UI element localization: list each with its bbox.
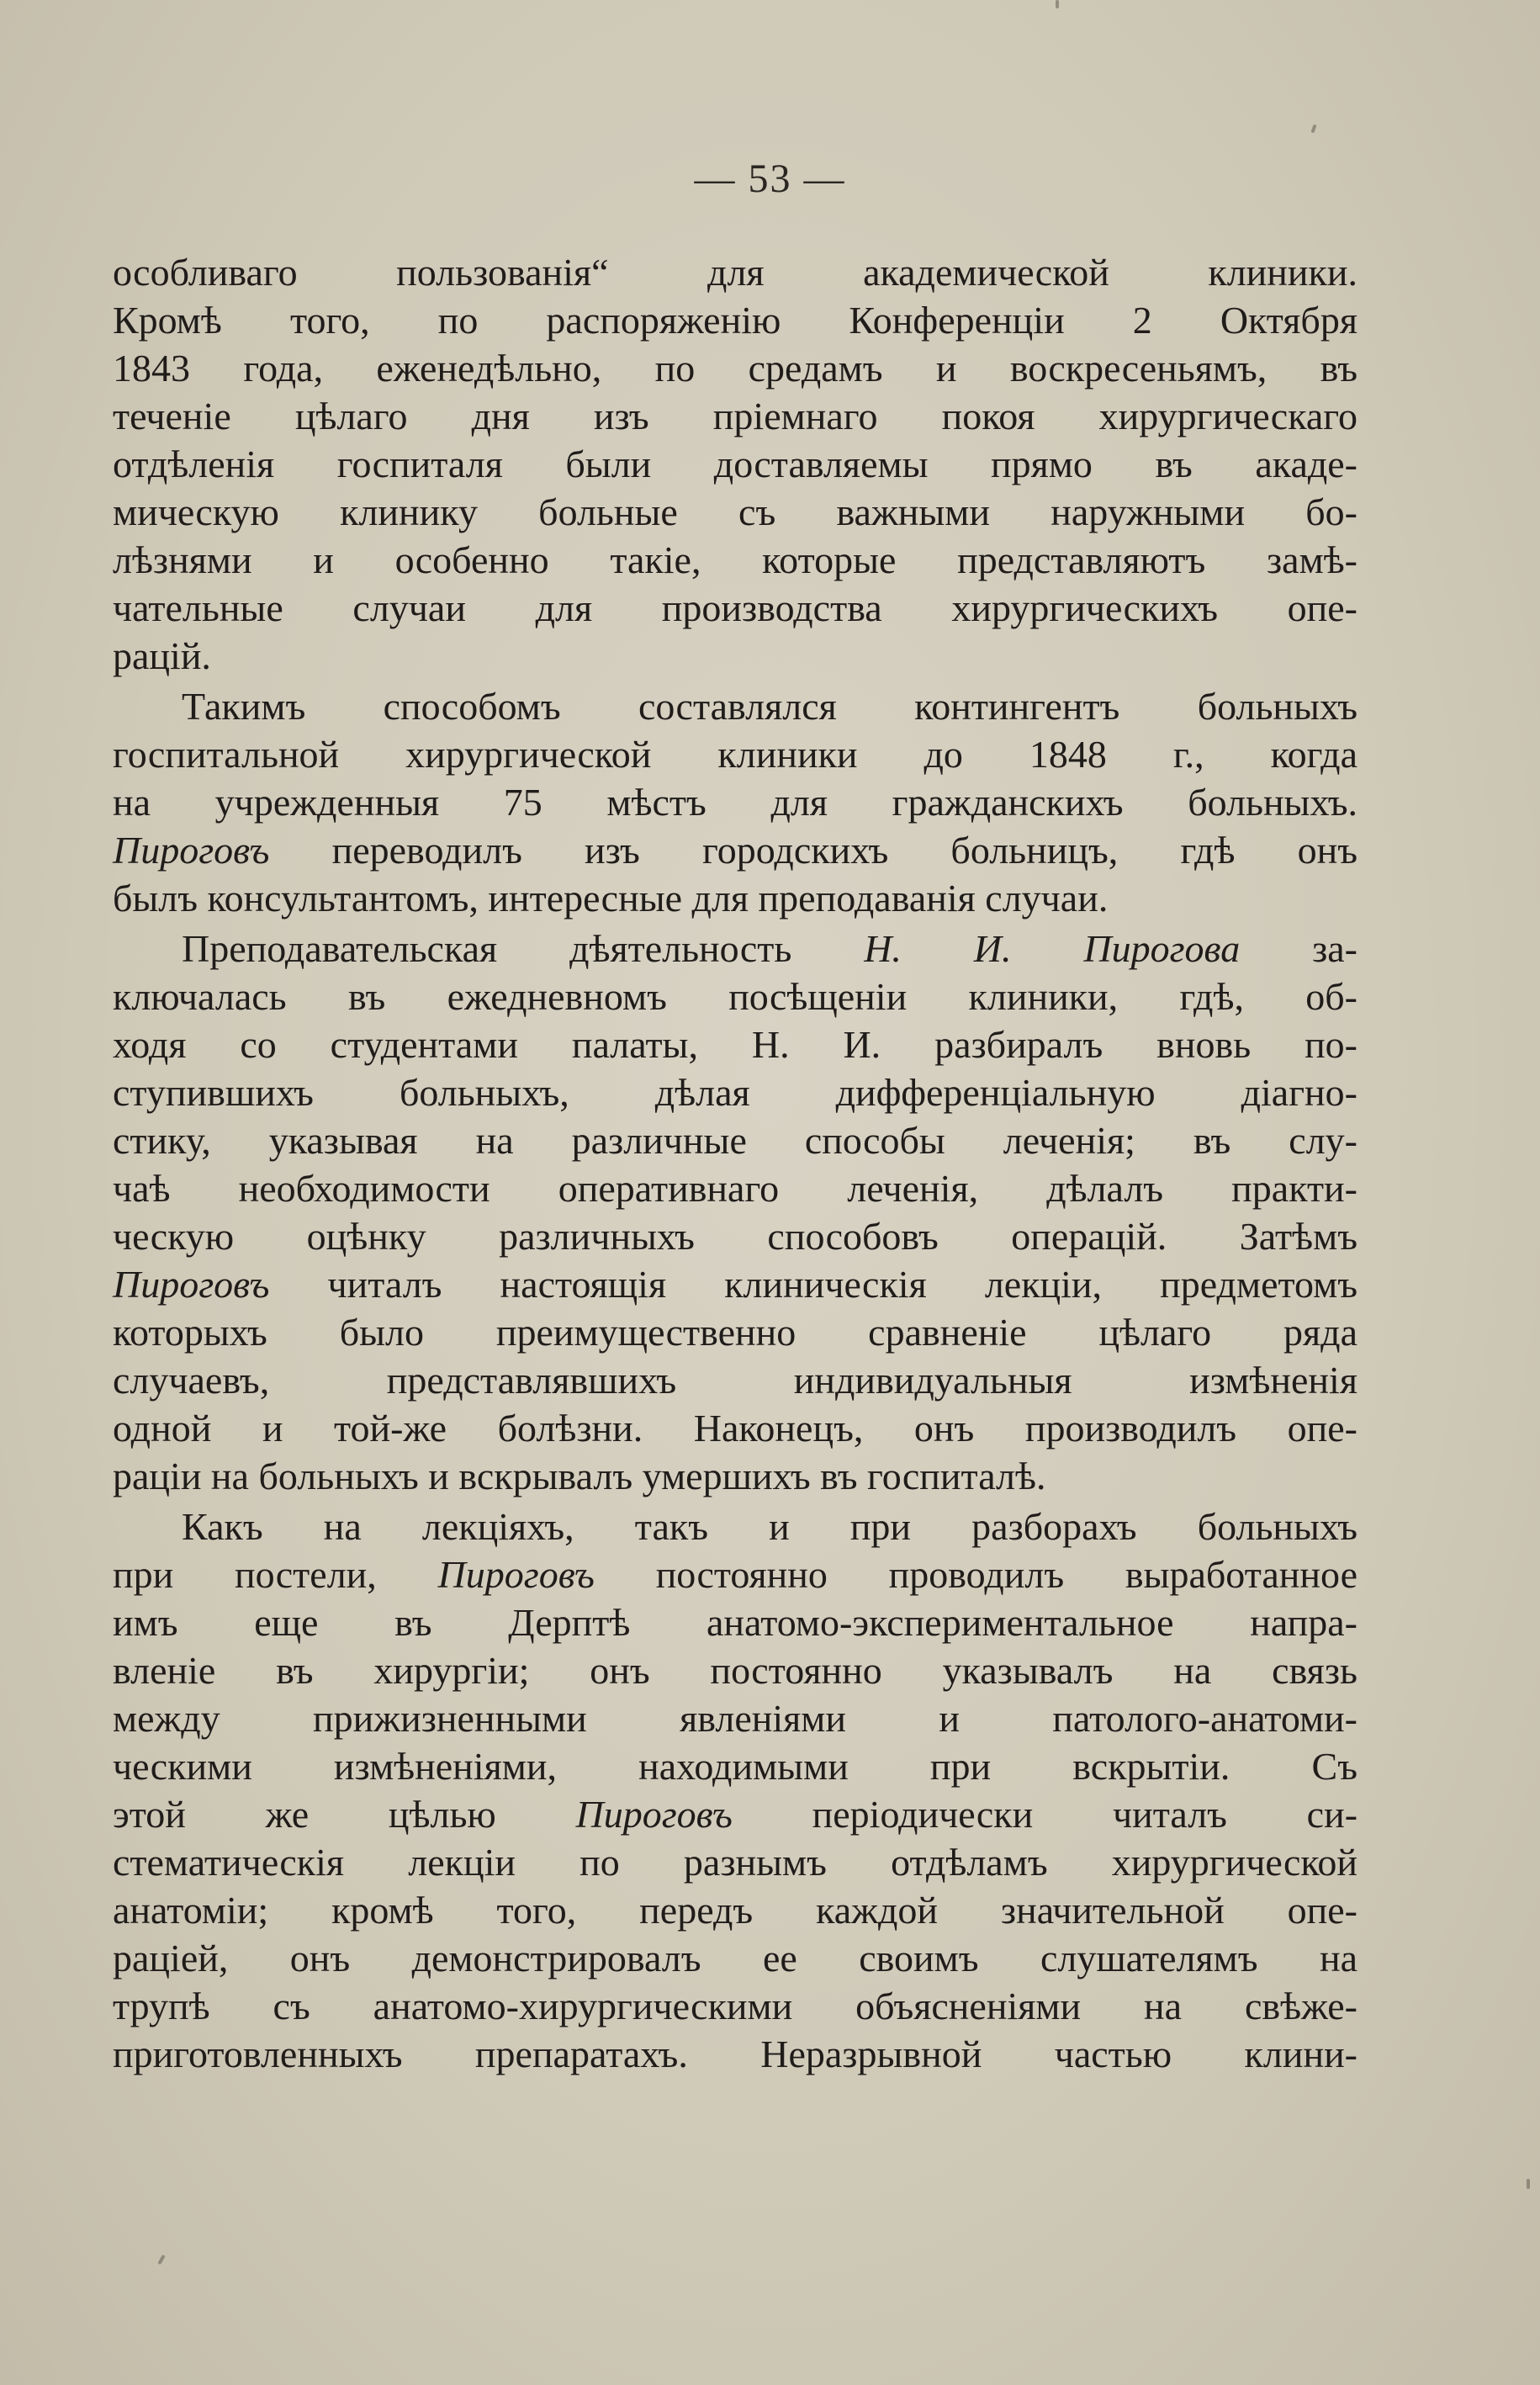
text-line: Преподавательская дѣятельность Н. И. Пирогова за- [182,927,1357,970]
text-line: между прижизненными явленіями и патолого-анатоми- [113,1697,1357,1740]
text-line: трупѣ съ анатомо-хирургическими объясненіями на свѣже- [113,1985,1357,2027]
text-line: раціи на больныхъ и вскрывалъ умершихъ въ госпиталѣ. [113,1455,1046,1497]
paper-speck [1310,125,1316,134]
text-line: 1843 года, еженедѣльно, по средамъ и воскресеньямъ, въ [113,347,1357,390]
text-line: Пироговъ переводилъ изъ городскихъ больницъ, гдѣ онъ [113,829,1357,872]
text-line: ключалась въ ежедневномъ посѣщеніи клиники, гдѣ, об- [113,975,1357,1018]
text-line: стику, указывая на различные способы леченія; въ слу- [113,1119,1357,1162]
text-line: чательные случаи для производства хирургическихъ опе- [113,586,1357,629]
paper-speck [157,2255,165,2265]
text-line: отдѣленія госпиталя были доставляемы прямо въ акаде- [113,443,1357,485]
text-line: Такимъ способомъ составлялся контингентъ больныхъ [182,685,1357,728]
text-line: анатоміи; кромѣ того, передъ каждой значительной опе- [113,1889,1357,1932]
text-line: госпитальной хирургической клиники до 1848 г., когда [113,733,1357,776]
text-line: которыхъ было преимущественно сравненіе цѣлаго ряда [113,1311,1357,1354]
text-line: этой же цѣлью Пироговъ періодически читалъ си- [113,1793,1358,1836]
text-line: ческую оцѣнку различныхъ способовъ операцій. Затѣмъ [113,1215,1357,1258]
text-line: имъ еще въ Дерптѣ анатомо-экспериментальное напра- [113,1601,1357,1644]
italic-name: Пироговъ [113,1263,270,1306]
text-line: особливаго пользованія“ для академической клиники. [113,251,1357,294]
page-number: — 53 — [694,156,846,201]
text-line: чаѣ необходимости оперативнаго леченія, дѣлалъ практи- [113,1167,1357,1210]
text-line: приготовленныхъ препаратахъ. Неразрывной частью клини- [113,2033,1357,2075]
italic-name: Пироговъ [437,1553,595,1596]
text-line: на учрежденныя 75 мѣстъ для гражданскихъ больныхъ. [113,781,1357,824]
text-line: вленіе въ хирургіи; онъ постоянно указывалъ на связь [113,1649,1357,1692]
text-line: Кромѣ того, по распоряженію Конференціи 2 Октября [113,299,1357,342]
text-line: рацій. [113,634,211,677]
italic-name: Пироговъ [113,829,270,872]
text-line: стематическія лекціи по разнымъ отдѣламъ хирургической [113,1841,1357,1884]
text-line: ческими измѣненіями, находимыми при вскрытіи. Съ [113,1745,1357,1788]
text-line: случаевъ, представлявшихъ индивидуальныя измѣненія [113,1359,1357,1402]
italic-name: Пироговъ [575,1793,733,1836]
text-line: ходя со студентами палаты, Н. И. разбиралъ вновь по- [113,1023,1357,1066]
text-line: ступившихъ больныхъ, дѣлая дифференціальную діагно- [113,1071,1357,1114]
text-line: раціей, онъ демонстрировалъ ее своимъ слушателямъ на [113,1937,1357,1980]
italic-name: Н. И. Пирогова [864,927,1241,970]
paper-speck [1527,2179,1530,2189]
text-line: одной и той-же болѣзни. Наконецъ, онъ производилъ опе- [113,1407,1357,1450]
text-line: теченіе цѣлаго дня изъ пріемнаго покоя хирургическаго [113,395,1357,437]
paper-speck [1056,0,1059,8]
text-line: Пироговъ читалъ настоящія клиническія лекціи, предметомъ [113,1263,1357,1306]
text-line: Какъ на лекціяхъ, такъ и при разборахъ больныхъ [182,1505,1357,1548]
text-line: былъ консультантомъ, интересные для преподаванія случаи. [113,877,1109,920]
text-line: при постели, Пироговъ постоянно проводилъ выработанное [113,1553,1357,1596]
body-text [113,248,1357,2078]
text-line: мическую клинику больные съ важными наружными бо- [113,490,1357,533]
text-line: лѣзнями и особенно такіе, которые представляютъ замѣ- [113,538,1357,581]
